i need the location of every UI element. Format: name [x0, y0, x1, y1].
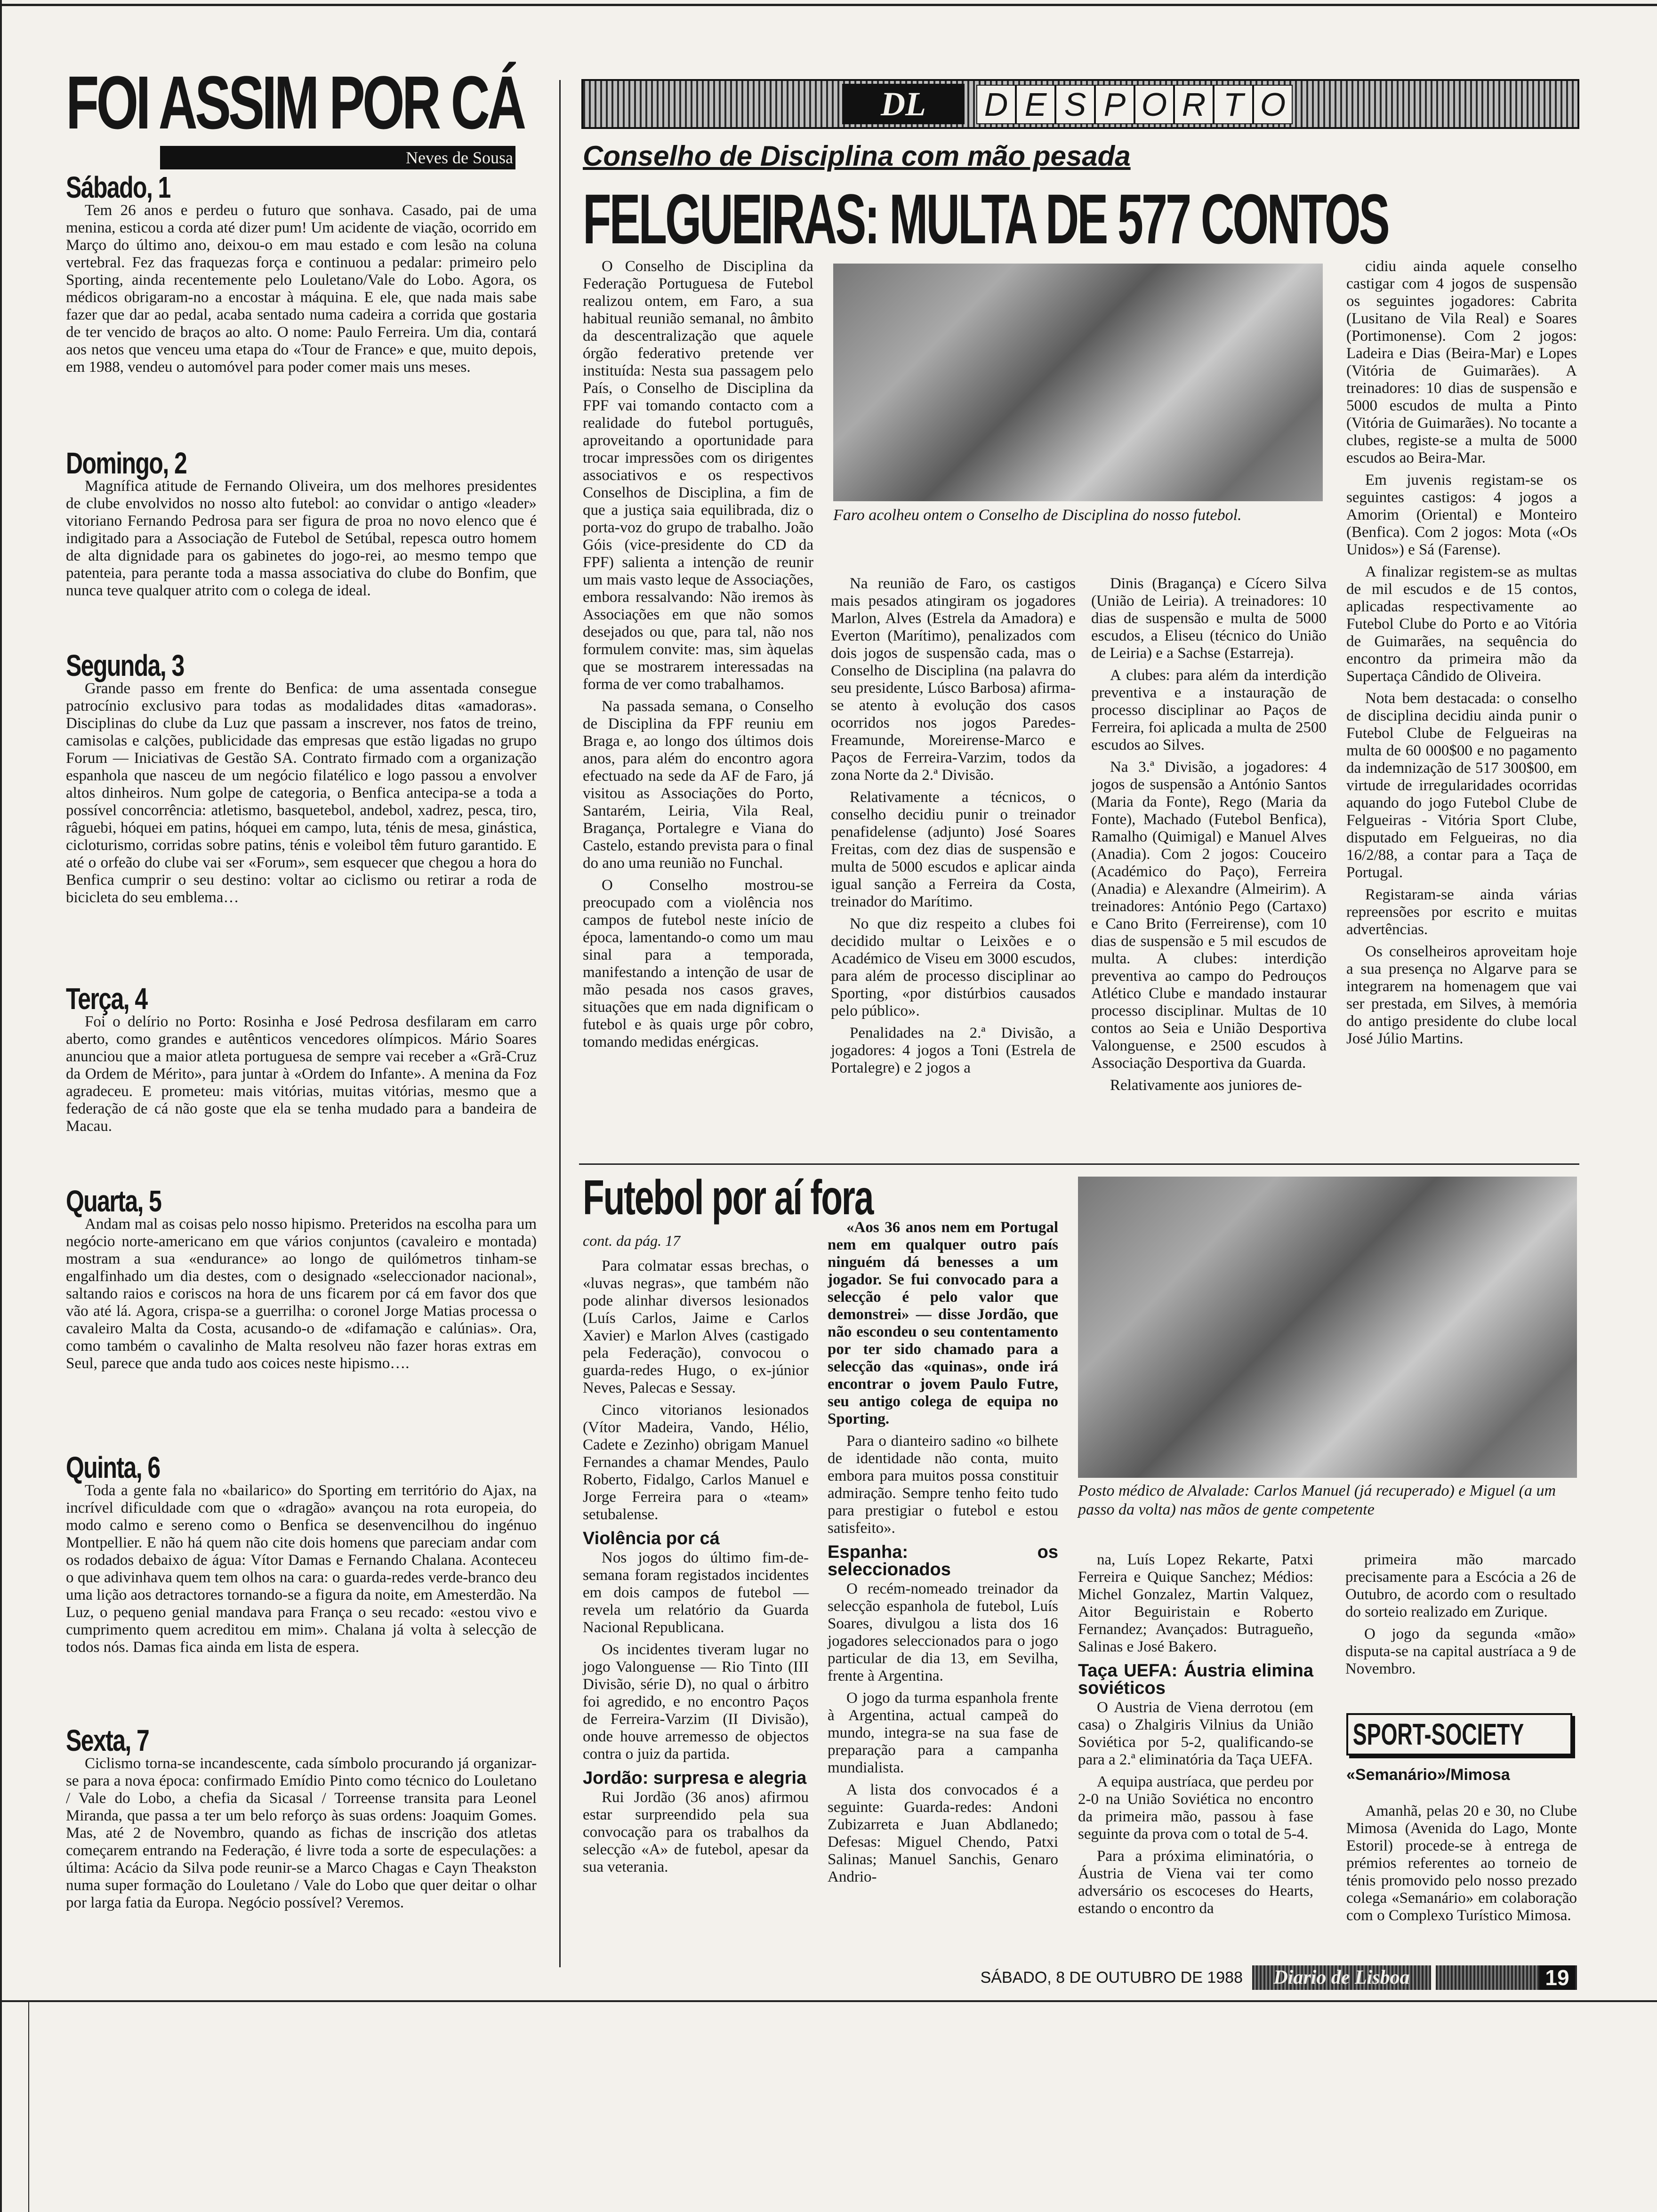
day-text: Tem 26 anos e perdeu o futuro que sonhava. Casado, pai de uma menina, esticou a corda até dizer pum! Um acidente de viação, ocorrido em Março do último ano, deixou-o em mau estado e com lesão na coluna vertebral. Fez das fraquezas força e continuou a pedalar: primeiro pelo Sporting, ainda recentemente pelo Louletano/Vale do Lobo. Agora, os médicos obrigaram-no a encostar à máquina. E ele, que nada mais sabe fazer que dar ao pedal, acaba sentado numa cadeira a corrida que gostaria de ter vencido de braços ao alto. O nome: Paulo Ferreira. Um dia, contará aos netos que venceu uma etapa do «Tour de France» e que, muito depois, em 1988, vendeu o automóvel para poder comer mais uns meses.	[66, 202, 537, 376]
main-kicker: Conselho de Disciplina com mão pesada	[583, 140, 1131, 172]
posto-medico-photo	[1078, 1177, 1577, 1478]
futebol-col3	[1078, 1551, 1313, 1922]
article-paragraph: O Conselho de Disciplina da Federação Portuguesa de Futebol realizou ontem, em Faro, a sua habitual reunião semanal, no âmbito da descentralização que aquele órgão federativo pretende ver instituída: Nesta sua passagem pelo País, o Conselho de Disciplina da FPF vai tomando contacto com a realidade do futebol português, aproveitando a oportunidade para trocar impressões com os dirigentes associativos e os respectivos Conselhos de Disciplina, a fim de que a justiça saia equilibrada, diz o porta-voz do grupo de trabalho. João Góis (vice-presidente do CD da FPF) salienta a intenção de reunir um mais vasto leque de Associações, embora ressalvando: Não iremos às Associações em que não somos desejados ou que, para tal, não nos formulem convite: mas, sim àquelas que se mostrarem interessadas na forma de ver como trabalhamos.	[583, 258, 813, 693]
section-divider	[579, 1163, 1579, 1165]
article-paragraph: Os incidentes tiveram lugar no jogo Valonguense — Rio Tinto (III Divisão, série D), no qual o árbitro foi agredido, e no encontro Paços de Ferreira-Varzim (II Divisão), onde houve arremesso de objectos contra o juiz da partida.	[583, 1641, 809, 1763]
desporto-banner	[581, 79, 1579, 129]
futebol-cont: cont. da pág. 17	[583, 1232, 681, 1249]
page-left-border	[0, 0, 2, 2212]
sport-society-text	[1346, 1803, 1577, 1929]
article-paragraph: O jogo da turma espanhola frente à Argentina, actual campeã do mundo, integra-se na sua fase de preparação para a campanha mundialista.	[828, 1690, 1058, 1776]
top-border	[0, 4, 1657, 6]
day-heading: Segunda, 3	[66, 649, 184, 682]
article-paragraph: No que diz respeito a clubes foi decidido multar o Leixões e o Académico de Viseu em 3000 escudos, para além de processo disciplinar ao Sporting, «por distúrbios causados pelo público».	[831, 915, 1076, 1019]
article-paragraph: Nota bem destacada: o conselho de disciplina decidiu ainda punir o Futebol Clube de Felgueiras na multa de 60 000$00 e no pagamento da indemnização de 517 300$00, em virtude de irregularidades ocorridas aquando do jogo Futebol Clube de Felgueiras - Vitória Sport Clube, disputado em Felgueiras, no dia 16/2/88, a contar para a Taça de Portugal.	[1346, 690, 1577, 881]
sport-society-subhead: «Semanário»/Mimosa	[1346, 1766, 1510, 1784]
day-text: Toda a gente fala no «bailarico» do Sporting em território do Ajax, na incrível dificuldade com que o «dragão» avançou na rota europeia, do modo calmo e sereno como o Benfica se desenvencilhou do ingénuo Montpellier. E não há quem não cite dois homens que pareciam andar com os rodados debaixo de água: Vítor Damas e Fernando Chalana. Aconteceu o que adivinhava quem tem olhos na cara: o guarda-redes verde-branco deu uma lição aos detractores tornando-se a figura da noite, em Amesterdão. Na Luz, o pequeno genial mandava para França o seu recado: «estou vivo e cumprimento quem acreditou em mim». Chalana já volta à selecção de todos nós. Damas fica ainda em lista de espera.	[66, 1482, 537, 1656]
day-section-segunda	[66, 649, 537, 990]
day-heading: Domingo, 2	[66, 446, 187, 480]
article-paragraph: Na reunião de Faro, os castigos mais pesados atingiram os jogadores Marlon, Alves (Estrela da Amadora) e Everton (Marítimo), penalizados com dois jogos de suspensão cada, mas o Conselho de Disciplina (na palavra do seu presidente, Lúsco Barbosa) afirma-se atento à evolução dos casos ocorridos nos jogos Paredes-Freamunde, Moreirense-Marco e Paços de Ferreira-Varzim, todos da zona Norte da 2.ª Divisão.	[831, 575, 1076, 784]
day-heading: Sexta, 7	[66, 1723, 149, 1757]
sport-society-title: SPORT-SOCIETY	[1352, 1717, 1524, 1751]
main-headline: FELGUEIRAS: MULTA DE 577 CONTOS	[583, 179, 1388, 258]
futebol-col1	[583, 1258, 809, 1881]
article-paragraph: Amanhã, pelas 20 e 30, no Clube Mimosa (Avenida do Lago, Monte Estoril) procede-se à entrega de prémios referentes ao torneio de ténis promovido pelo nosso prezado colega «Semanário» em colaboração com o Complexo Turístico Mimosa.	[1346, 1803, 1577, 1924]
day-text: Andam mal as coisas pelo nosso hipismo. Preteridos na escolha para um negócio norte-americano em que vários conjuntos (cavaleiro e montada) mostram a sua «endurance» ao longo de quilómetros tinham-se engalfinhado um dia destes, com o designado «seleccionador nacional», saltando raios e coriscos na hora de uns ficarem por cá em favor dos que vão até lá. Agora, crispa-se a guerrilha: o coronel Jorge Matias processa o cavaleiro Malta da Costa, acusando-o de «difamação e calúnias». Ora, como também o cavalinho de Malta resolveu não fazer horas extras em Seul, parece que anda tudo aos coices neste hipismo….	[66, 1216, 537, 1372]
main-article-col4	[1346, 258, 1577, 1052]
day-section-domingo	[66, 446, 537, 657]
banner-letter: D	[976, 85, 1016, 124]
main-article-col1	[583, 258, 813, 1056]
left-column-days	[66, 170, 537, 1916]
day-section-sexta	[66, 1723, 537, 1912]
article-paragraph: cidiu ainda aquele conselho castigar com 4 jogos de suspensão os seguintes jogadores: Cabrita (Lusitano de Vila Real) e Soares (Portimonense). Com 2 jogos: Ladeira e Dias (Beira-Mar) e Lopes (Vitória de Guimarães). A treinadores: 10 dias de suspensão e 5000 escudos de multa a Pinto (Vitória de Guimarães). No tocante a clubes, registe-se a multa de 5000 escudos ao Beira-Mar.	[1346, 258, 1577, 466]
article-paragraph: Nos jogos do último fim-de-semana foram registados incidentes em dois campos de futebol — revela um relatório da Guarda Nacional Republicana.	[583, 1549, 809, 1636]
day-text: Magnífica atitude de Fernando Oliveira, um dos melhores presidentes de clube envolvidos no nosso alto futebol: ao convidar o antigo «leader» vitoriano Fernando Pedrosa para ser figura de proa no novo elenco que é indigitado para a Associação de Futebol de Setúbal, repesca outro homem de alta dignidade para os gabinetes do jogo-rei, ao mesmo tempo que patenteia, para perante toda a massa associativa do clube do Bonfim, que nunca teve qualquer atrito com o colega de ideal.	[66, 478, 537, 599]
footer-date: SÁBADO, 8 DE OUTUBRO DE 1988	[980, 1969, 1243, 1987]
subheading-violencia: Violência por cá	[583, 1529, 720, 1548]
day-heading: Terça, 4	[66, 982, 147, 1016]
main-photo-caption: Faro acolheu ontem o Conselho de Disciplina do nosso futebol.	[833, 506, 1242, 524]
banner-letter: E	[1016, 85, 1055, 124]
banner-letter: S	[1055, 85, 1095, 124]
main-article-col3	[1091, 575, 1327, 1099]
article-paragraph: Os conselheiros aproveitam hoje a sua presença no Algarve para se integrarem na homenagem que vai ser prestada, em Silves, à memória do antigo presidente do clube local José Júlio Martins.	[1346, 943, 1577, 1047]
day-heading: Quinta, 6	[66, 1451, 160, 1484]
article-paragraph: Na 3.ª Divisão, a jogadores: 4 jogos de suspensão a António Santos (Maria da Fonte), Rego (Maria da Fonte), Machado (Futebol Benfica), Ramalho (Quimigal) e Manuel Alves (Anadia). Com 2 jogos: Couceiro (Académico do Paço), Ferreira (Anadia) e Alexandre (Almeirim). A treinadores: António Pego (Cartaxo) e Cano Brito (Ferreirense), com 10 dias de suspensão e 5 mil escudos de multa. A clubes: interdição preventiva ao campo do Pedrouços Atlético Clube e mandado instaurar processo disciplinar. Multas de 10 contos ao Seia e União Desportiva Valonguense, e 2500 escudos à Associação Desportiva da Guarda.	[1091, 759, 1327, 1072]
futebol-photo-caption: Posto médico de Alvalade: Carlos Manuel (já recuperado) e Miguel (a um passo da volta) nas mãos de gente competente	[1078, 1482, 1556, 1518]
article-paragraph: Rui Jordão (36 anos) afirmou estar surpreendido pela sua convocação para os trabalhos da selecção «A» de futebol, apesar da sua veterania.	[583, 1789, 809, 1875]
article-paragraph: «Aos 36 anos nem em Portugal nem em qualquer outro país ninguém dá benesses a um jogador. Se fui convocado para a selecção é pelo valor que demonstrei» — disse Jordão, que não escondeu o seu contentamento por ter sido chamado para a selecção das «quinas», onde irá encontrar o jovem Paulo Futre, seu antigo colega de equipa no Sporting.	[828, 1219, 1058, 1427]
main-article-col2	[831, 575, 1076, 1082]
article-paragraph: Registaram-se ainda várias repreensões por escrito e muitas advertências.	[1346, 886, 1577, 938]
day-text: Foi o delírio no Porto: Rosinha e José Pedrosa desfilaram em carro aberto, como grandes e autênticos vencedores olímpicos. Mário Soares anunciou que a maior atleta portuguesa de sempre vai receber a «Grã-Cruz da Ordem de Mérito», para juntar à «Ordem do Infante». A menina da Foz agradeceu. E prometeu: mais vitórias, muitas vitórias, mesmo que a federação de cá não goste que ela se tenha mudado para a bandeira de Macau.	[66, 1013, 537, 1135]
futebol-headline: Futebol por aí fora	[583, 1170, 873, 1225]
footer-paper-name: Diario de Lisboa	[1252, 1965, 1431, 1990]
day-section-sabado	[66, 170, 537, 455]
banner-letter: O	[1253, 85, 1293, 124]
day-heading: Sábado, 1	[66, 170, 170, 204]
article-paragraph: Em juvenis registam-se os seguintes castigos: 4 jogos a Amorim (Oriental) e Monteiro (Benfica). Com 2 jogos: Mota («Os Unidos») e Sá (Farense).	[1346, 472, 1577, 558]
banner-letter: T	[1214, 85, 1253, 124]
day-text: Grande passo em frente do Benfica: de uma assentada consegue patrocínio exclusivo para todas as modalidades ditas «amadoras». Disciplinas do clube da Luz que passam a inscrever, nos fatos de treino, camisolas e calções, publicidade das empresas que estão ligadas no grupo Forum — Iniciativas de Gestão SA. Contrato firmado com a organização espanhola que nasceu de um negócio filatélico e logo passou a envolver altos dinheiros. Num golpe de categoria, o Benfica antecipa-se a toda a possível concorrência: atletismo, basquetebol, andebol, xadrez, pesca, tiro, râguebi, hóquei em patins, hóquei em campo, luta, ténis de mesa, ginástica, cicloturismo, corridas sobre patins, ténis e voleibol têm futuro garantido. E até o orfeão do clube vai ser «Forum», sem esquecer que chegou a hora do Benfica cumprir o seu destino: voltar ao ciclismo ou retirar a roda de bicicleta do seu emblema…	[66, 680, 537, 906]
article-paragraph: na, Luís Lopez Rekarte, Patxi Ferreira e Quique Sanchez; Médios: Michel Gonzalez, Martin Valquez, Aitor Beguiristain e Roberto Fernandez; Avançados: Butragueño, Salinas e José Bakero.	[1078, 1551, 1313, 1655]
article-paragraph: Para o dianteiro sadino «o bilhete de identidade não conta, muito embora para muitos possa constituir admiração. Sempre tenho feito tudo para prestigiar o futebol e estou satisfeito».	[828, 1433, 1058, 1537]
article-paragraph: O recém-nomeado treinador da selecção espanhola de futebol, Luís Soares, divulgou a lista dos 16 jogadores seleccionados para o jogo particular de dia 13, em Sevilha, frente à Argentina.	[828, 1580, 1058, 1684]
article-paragraph: Para colmatar essas brechas, o «luvas negras», que também não pode alinhar diversos lesionados (Luís Carlos, Jaime e Carlos Xavier) e Marlon Alves (castigado pela Federação), convocou o guarda-redes Hugo, o ex-júnior Neves, Palecas e Sessay.	[583, 1258, 809, 1396]
article-paragraph: A lista dos convocados é a seguinte: Guarda-redes: Andoni Zubizarreta e Juan Abdlanedo; Defesas: Miguel Chendo, Patxi Salinas; Manuel Sanchis, Genaro Andrio-	[828, 1781, 1058, 1885]
day-text: Ciclismo torna-se incandescente, cada símbolo procurando já organizar-se para a nova época: confirmado Emídio Pinto como técnico do Louletano / Vale do Lobo, a chefia da Sicasal / Torreense transita para Leonel Miranda, que passa a ter um belo reforço às suas ordens: Joaquim Gomes. Mas, até 2 de Novembro, quando as fichas de inscrição dos atletas começarem entrando na Federação, é livre toda a sorte de especulações: a última: Acácio da Silva pode reunir-se a Marco Chagas e Cayn Theakston numa super formação do Louletano / Vale do Lobo que quer deitar o olhar por larga fatia da Europa. Negócio possível? Veremos.	[66, 1755, 537, 1911]
article-paragraph: Cinco vitorianos lesionados (Vítor Madeira, Vando, Hélio, Cadete e Zezinho) obrigam Manuel Fernandes a chamar Mendes, Paulo Roberto, Fidalgo, Carlos Manuel e Jorge Ferreira para o «team» setubalense.	[583, 1402, 809, 1523]
article-paragraph: Dinis (Bragança) e Cícero Silva (União de Leiria). A treinadores: 10 dias de suspensão e multa de 5000 escudos, a Eliseu (técnico do União de Leiria) e a Sachse (Estarreja).	[1091, 575, 1327, 662]
banner-letter: P	[1095, 85, 1134, 124]
subheading-taca-uefa: Taça UEFA: Áustria elimina soviéticos	[1078, 1661, 1313, 1698]
article-paragraph: primeira mão marcado precisamente para a Escócia a 26 de Outubro, de acordo com o resultado do sorteio realizado em Zurique.	[1345, 1551, 1576, 1620]
article-paragraph: A equipa austríaca, que perdeu por 2-0 na União Soviética no encontro da primeira mão, passou à fase seguinte da prova com o total de 5-4.	[1078, 1773, 1313, 1843]
day-section-quinta	[66, 1451, 537, 1732]
article-paragraph: O Austria de Viena derrotou (em casa) o Zhalgiris Vilnius da União Soviética por 5-2, qualificando-se para a 2.ª eliminatória da Taça UEFA.	[1078, 1699, 1313, 1768]
bottom-left-margin-line	[28, 2002, 29, 2212]
article-paragraph: Para a próxima eliminatória, o Áustria de Viena vai ter como adversário os escoceses do Hearts, estando o encontro da	[1078, 1848, 1313, 1917]
subheading-jordao: Jordão: surpresa e alegria	[583, 1768, 807, 1788]
article-paragraph: Relativamente aos juniores de-	[1110, 1077, 1302, 1094]
day-section-terca	[66, 982, 537, 1193]
article-paragraph: O jogo da segunda «mão» disputa-se na capital austríaca a 9 de Novembro.	[1345, 1626, 1576, 1677]
page-number: 19	[1539, 1965, 1575, 1990]
futebol-col4	[1345, 1551, 1576, 1683]
article-paragraph: A finalizar registem-se as multas de mil escudos e de 15 contos, aplicadas respectivamente ao Futebol Clube do Porto e ao Vitória de Guimarães, na sequência do encontro da primeira mão da Supertaça Cândido de Oliveira.	[1346, 563, 1577, 685]
day-heading: Quarta, 5	[66, 1184, 161, 1218]
futebol-col2	[828, 1219, 1058, 1891]
day-section-quarta	[66, 1184, 537, 1459]
banner-letter: O	[1134, 85, 1174, 124]
subheading-espanha: Espanha: os seleccionados	[828, 1542, 1058, 1579]
sport-society-box	[1346, 1713, 1572, 1755]
article-paragraph: Penalidades na 2.ª Divisão, a jogadores: 4 jogos a Toni (Estrela de Portalegre) e 2 jogos a	[831, 1025, 1076, 1076]
article-paragraph: O Conselho mostrou-se preocupado com a violência nos campos de futebol neste início de época, lamentando-o como um mau sinal para a temporada, manifestando a intenção de usar de mão pesada nos casos graves, situações que em nada dignificam o futebol e às quais urge pôr cobro, tomando medidas enérgicas.	[583, 877, 813, 1050]
byline: Neves de Sousa	[406, 148, 513, 167]
article-paragraph: Relativamente a técnicos, o conselho decidiu punir o treinador penafidelense (adjunto) José Soares Freitas, com dez dias de suspensão e multa de 5000 escudos e aplicar ainda igual sanção a Ferreira da Costa, treinador do Marítimo.	[831, 789, 1076, 910]
foi-assim-title: FOI ASSIM POR CÁ	[66, 60, 524, 144]
conselho-disciplina-photo	[833, 264, 1323, 501]
article-paragraph: Na passada semana, o Conselho de Disciplina da FPF reuniu em Braga e, ao longo dos últimos dois anos, para além do encontro agora efectuado na sede da AF de Faro, já visitou as Associações do Porto, Santarém, Leiria, Vila Real, Bragança, Portalegre e Viana do Castelo, estando prevista para o final do ano uma reunião no Funchal.	[583, 698, 813, 872]
left-column-divider	[559, 80, 561, 1967]
banner-letter: R	[1174, 85, 1214, 124]
desporto-letters	[976, 85, 1293, 124]
article-paragraph: A clubes: para além da interdição preventiva e a instauração de processo disciplinar ao Paços de Ferreira, foi aplicada a multa de 2500 escudos ao Silves.	[1091, 667, 1327, 753]
footer-rule	[0, 2000, 1657, 2002]
dl-logo: DL	[842, 84, 965, 124]
